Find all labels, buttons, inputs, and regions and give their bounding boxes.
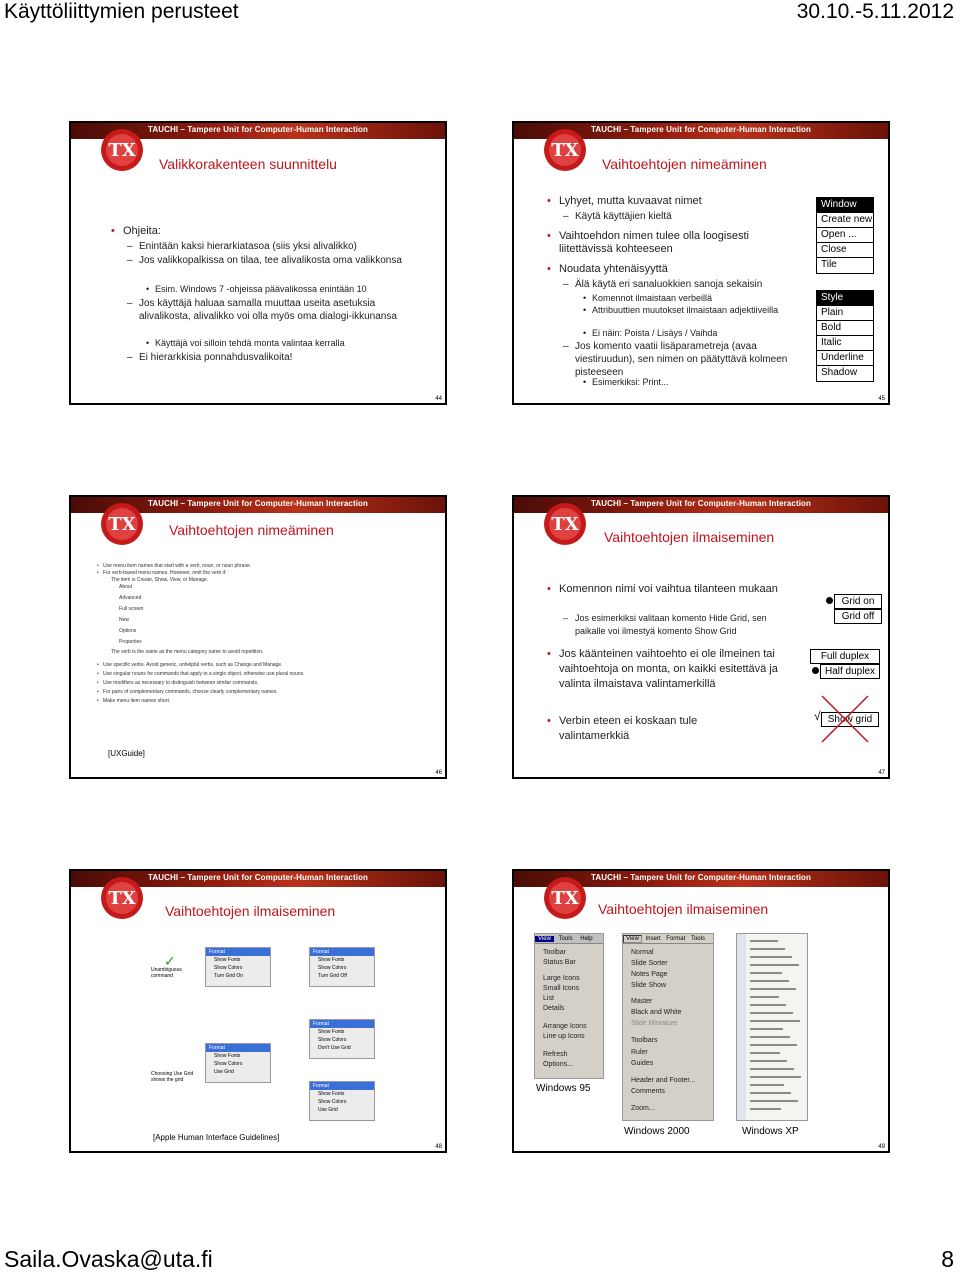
menu-item[interactable]: Black and White	[631, 1009, 682, 1016]
apple-menu-4	[205, 1043, 271, 1083]
menubar-item[interactable]: View	[623, 935, 642, 943]
tx-logo-icon	[99, 127, 145, 173]
page-header-title: Käyttöliittymien perusteet	[4, 0, 239, 23]
menubar	[623, 934, 713, 944]
menu-item-placeholder	[750, 1028, 783, 1030]
windows2000-menu-screenshot	[622, 933, 714, 1121]
svg-text:TX: TX	[108, 888, 136, 909]
menu-item-placeholder	[750, 964, 799, 966]
menubar-item[interactable]: Help	[580, 936, 593, 942]
slide-46	[69, 495, 447, 779]
menu-item[interactable]: Show Fonts	[318, 957, 345, 963]
slide-44	[69, 121, 447, 405]
svg-text:TX: TX	[108, 140, 136, 161]
slide-title: Vaihtoehtojen ilmaiseminen	[165, 903, 336, 919]
menu-item[interactable]: Show Fonts	[318, 1029, 345, 1035]
menu-item-placeholder	[750, 1036, 790, 1038]
apple-menu-5	[309, 1081, 375, 1121]
slide-title: Vaihtoehtojen ilmaiseminen	[598, 901, 769, 917]
bullet-l1: – Jos valikkopalkissa on tilaa, tee alivalikosta oma valikkonsa	[127, 255, 402, 266]
menu-item[interactable]: Line up Icons	[543, 1033, 585, 1040]
menu-header: Format	[206, 1044, 270, 1052]
menu-item[interactable]: Ruler	[631, 1049, 648, 1056]
menubar-item[interactable]: Tools	[690, 936, 705, 942]
menu-header[interactable]: Window	[817, 198, 873, 213]
menu-header: Format	[310, 1020, 374, 1028]
windowsxp-label: Windows XP	[742, 1126, 799, 1137]
menu-item[interactable]: Options...	[543, 1061, 573, 1068]
menu-item-placeholder	[750, 956, 792, 958]
apple-menu-2	[309, 947, 375, 987]
tx-logo-icon	[542, 875, 588, 921]
menu-item[interactable]: Status Bar	[543, 959, 576, 966]
guide-sub: New	[119, 617, 130, 623]
bullet-l2: • Attribuuttien muutokset ilmaistaan adjektiiveilla	[583, 305, 779, 315]
menu-item[interactable]: Underline	[817, 351, 873, 366]
uxguide-excerpt	[97, 563, 437, 705]
slide-48	[69, 869, 447, 1153]
menu-item-placeholder	[750, 972, 782, 974]
menubar-item[interactable]: Tools	[558, 936, 573, 942]
banner-text: TAUCHI – Tampere Unit for Computer-Human Interaction	[590, 499, 812, 508]
menu-item[interactable]: Zoom...	[631, 1105, 655, 1112]
guide-sub: The item is Create, Show, View, or Manage.	[111, 577, 209, 583]
banner-text: TAUCHI – Tampere Unit for Computer-Human Interaction	[590, 125, 812, 134]
bullet-l0: • Lyhyet, mutta kuvaavat nimet	[547, 195, 702, 207]
bullet-l0: • Noudata yhtenäisyyttä	[547, 263, 668, 275]
bullet-l0: • Jos käänteinen vaihtoehto ei ole ilmeinen tai vaihtoehtoja on monta, on kaikki esitettävä ja valinta ilmaistava valintamerkillä	[547, 648, 778, 690]
menu-item[interactable]: Show Colors	[318, 1099, 347, 1105]
menu-item[interactable]: Italic	[817, 336, 873, 351]
menu-item[interactable]: Small Icons	[543, 985, 580, 992]
grid-on-option[interactable]: Grid on	[834, 594, 882, 609]
banner-text: TAUCHI – Tampere Unit for Computer-Human Interaction	[147, 125, 369, 134]
windows95-label: Windows 95	[536, 1083, 591, 1094]
slide-number: 47	[878, 770, 885, 776]
menu-item[interactable]: Close	[817, 243, 873, 258]
menu-item-placeholder	[750, 1060, 787, 1062]
menu-item[interactable]: Show Colors	[318, 965, 347, 971]
show-grid-option[interactable]: Show grid	[821, 712, 879, 727]
bullet-l2: • Komennot ilmaistaan verbeillä	[583, 293, 713, 303]
left-label: Unambiguous command	[151, 967, 182, 979]
menu-item-placeholder	[750, 940, 778, 942]
bullet-l1: – Jos käyttäjä haluaa samalla muuttaa useita asetuksia alivalikosta, alivalikko voi olla myös oma dialogi-ikkunansa	[127, 298, 397, 322]
menu-item[interactable]: Show Colors	[214, 965, 243, 971]
page-footer-email: Saila.Ovaska@uta.fi	[4, 1246, 213, 1272]
guide-sub: Full screen	[119, 606, 144, 612]
menu-item[interactable]: Tile	[821, 259, 837, 270]
menu-item[interactable]: Toolbars	[631, 1037, 658, 1044]
menu-item-placeholder	[750, 1044, 797, 1046]
menu-item[interactable]: Turn Grid Off	[318, 973, 347, 979]
guide-line: • For pairs of complementary commands, choose clearly complementary names.	[97, 689, 278, 695]
guide-sub: About	[119, 584, 133, 590]
menu-item[interactable]: Show Fonts	[214, 957, 241, 963]
svg-text:TX: TX	[551, 888, 579, 909]
menu-item[interactable]: Details	[543, 1005, 565, 1012]
windows95-menu-screenshot	[534, 933, 604, 1079]
bullet-l0: • Vaihtoehdon nimen tulee olla loogisesti liitettävissä kohteeseen	[547, 230, 749, 255]
menu-item[interactable]: Show Fonts	[318, 1091, 345, 1097]
left-label: Choosing Use Grid shows the grid	[151, 1071, 194, 1083]
windowsxp-menu-screenshot	[736, 933, 808, 1121]
tx-logo-icon	[542, 127, 588, 173]
menu-item[interactable]: Comments	[631, 1088, 665, 1095]
menu-item[interactable]: Use Grid	[214, 1069, 234, 1075]
menu-header: Format	[206, 948, 270, 956]
slide-number: 46	[435, 770, 442, 776]
half-duplex-option[interactable]: Half duplex	[820, 664, 880, 679]
guide-line: • Use singular nouns for commands that apply to a single object, otherwise use plural nouns.	[97, 671, 305, 677]
guide-sub: Options	[119, 628, 137, 634]
windows2000-label: Windows 2000	[624, 1126, 690, 1137]
menu-item-placeholder	[750, 1076, 801, 1078]
menu-item[interactable]: Shadow	[821, 367, 858, 378]
guide-sub: The verb is the same as the menu category name to avoid repetition.	[111, 649, 264, 655]
slide-title: Vaihtoehtojen nimeäminen	[602, 156, 767, 172]
bullet-l1: – Jos komento vaatii lisäparametreja (avaa viestiruudun), sen nimen on päätyttävä kolmeen pisteeseen	[563, 341, 788, 378]
menu-item-placeholder	[750, 980, 789, 982]
menu-item[interactable]: Toolbar	[543, 949, 566, 956]
menu-header[interactable]: Style	[817, 291, 873, 306]
bullet-l0: • Verbin eteen ei koskaan tule valintamerkkiä	[547, 715, 698, 742]
menu-item-placeholder	[750, 1004, 786, 1006]
menu-item[interactable]: Slide Miniature	[631, 1020, 678, 1027]
menu-item-placeholder	[750, 1020, 800, 1022]
menu-header: Format	[310, 948, 374, 956]
bullet-l1: – Jos esimerkiksi valitaan komento Hide Grid, sen paikalle voi ilmestyä komento Show Grid	[563, 613, 767, 636]
menubar-item[interactable]: Insert	[645, 936, 661, 942]
banner-text: TAUCHI – Tampere Unit for Computer-Human Interaction	[147, 873, 369, 882]
apple-menu-3	[309, 1019, 375, 1059]
slide-number: 45	[878, 396, 885, 402]
checkmark-icon: ✓	[164, 953, 176, 969]
guide-line: • Use specific verbs. Avoid generic, unhelpful verbs, such as Change and Manage.	[97, 662, 283, 668]
slide-number: 44	[435, 396, 442, 402]
menu-item[interactable]: Slide Sorter	[631, 960, 668, 967]
bullet-l2: • Käyttäjä voi silloin tehdä monta valintaa kerralla	[146, 338, 345, 348]
menu-item[interactable]: Don't Use Grid	[318, 1045, 351, 1051]
citation: [Apple Human Interface Guidelines]	[153, 1133, 280, 1142]
menu-item[interactable]: Arrange Icons	[543, 1023, 587, 1030]
guide-line: • For verb-based menu names. However, omit the verb if:	[97, 570, 227, 576]
menu-item[interactable]: Show Fonts	[214, 1053, 241, 1059]
menu-item-placeholder	[750, 1084, 784, 1086]
bullet-l2: • Esim. Windows 7 -ohjeissa päävalikossa enintään 10	[146, 284, 367, 294]
page-footer-page-number: 8	[941, 1246, 954, 1272]
guide-line: • Use menu item names that start with a verb, noun, or noun phrase.	[97, 563, 252, 569]
slide-45	[512, 121, 890, 405]
bullet-l2: • Ei näin: Poista / Lisäys / Vaihda	[583, 328, 718, 338]
window-menu	[816, 197, 874, 274]
guide-line: • Make menu item names short.	[97, 698, 171, 704]
tx-logo-icon	[542, 501, 588, 547]
checkmark-icon: √	[814, 709, 821, 723]
cross-out-icon	[820, 694, 870, 744]
slide-title: Valikkorakenteen suunnittelu	[159, 156, 337, 172]
bullet-l0: • Ohjeita:	[111, 225, 161, 237]
menu-item[interactable]: Plain	[817, 306, 873, 321]
page-header-date: 30.10.-5.11.2012	[796, 0, 954, 23]
menu-item[interactable]: Refresh	[543, 1051, 568, 1058]
menu-item-placeholder	[750, 1068, 794, 1070]
tx-logo-icon	[99, 875, 145, 921]
menu-item[interactable]: Open ...	[817, 228, 873, 243]
radio-selected-icon	[826, 597, 833, 604]
apple-menu-1	[205, 947, 271, 987]
slide-47	[512, 495, 890, 779]
style-menu	[816, 290, 874, 382]
menu-item[interactable]: List	[543, 995, 554, 1002]
menu-item[interactable]: Bold	[817, 321, 873, 336]
guide-line: • Use modifiers as necessary to distinguish between similar commands.	[97, 680, 259, 686]
menu-item[interactable]: Slide Show	[631, 982, 667, 989]
menu-header: Format	[310, 1082, 374, 1090]
guide-sub: Advanced	[119, 595, 142, 601]
menu-item[interactable]: Guides	[631, 1060, 654, 1067]
menu-item[interactable]: Create new	[817, 213, 873, 228]
svg-text:TX: TX	[108, 514, 136, 535]
menu-item[interactable]: Show Colors	[214, 1061, 243, 1067]
menu-item[interactable]: Large Icons	[543, 975, 580, 982]
citation: [UXGuide]	[108, 749, 145, 758]
slide-number: 49	[878, 1144, 885, 1150]
menubar-item[interactable]: View	[535, 936, 554, 942]
slide-title: Vaihtoehtojen ilmaiseminen	[604, 529, 775, 545]
bullet-l1: – Ei hierarkkisia ponnahdusvalikoita!	[127, 352, 293, 363]
radio-selected-icon	[812, 667, 819, 674]
menu-item-placeholder	[750, 1052, 780, 1054]
slide-title: Vaihtoehtojen nimeäminen	[169, 522, 334, 538]
guide-sub: Properties	[119, 639, 142, 645]
menu-item-placeholder	[750, 1100, 798, 1102]
bullet-l1: – Enintään kaksi hierarkiatasoa (siis yksi alivalikko)	[127, 241, 357, 252]
menu-item-placeholder	[750, 948, 785, 950]
menu-item[interactable]: Show Colors	[318, 1037, 347, 1043]
menu-item[interactable]: Turn Grid On	[214, 973, 243, 979]
bullet-l1: – Käytä käyttäjien kieltä	[563, 211, 672, 222]
menu-item-placeholder	[750, 996, 779, 998]
grid-off-option[interactable]: Grid off	[834, 609, 882, 624]
svg-text:TX: TX	[551, 140, 579, 161]
menubar	[535, 934, 603, 944]
icon-column	[737, 934, 746, 1120]
menu-item-placeholder	[750, 988, 796, 990]
full-duplex-option[interactable]: Full duplex	[810, 649, 880, 664]
menu-item[interactable]: Master	[631, 998, 653, 1005]
menu-item[interactable]: Normal	[631, 949, 654, 956]
bullet-l1: – Älä käytä eri sanaluokkien sanoja sekaisin	[563, 279, 763, 290]
menu-item[interactable]: Header and Footer...	[631, 1077, 696, 1084]
bullet-l2: • Esimerkiksi: Print...	[583, 377, 669, 387]
banner-text: TAUCHI – Tampere Unit for Computer-Human Interaction	[147, 499, 369, 508]
menu-item[interactable]: Use Grid	[318, 1107, 338, 1113]
menu-item-placeholder	[750, 1108, 781, 1110]
menu-item-placeholder	[750, 1012, 793, 1014]
banner-text: TAUCHI – Tampere Unit for Computer-Human Interaction	[590, 873, 812, 882]
svg-text:TX: TX	[551, 514, 579, 535]
menu-item[interactable]: Notes Page	[631, 971, 668, 978]
menu-item-placeholder	[750, 1092, 791, 1094]
bullet-l0: • Komennon nimi voi vaihtua tilanteen mukaan	[547, 583, 778, 595]
menubar-item[interactable]: Format	[666, 936, 686, 942]
slide-number: 48	[435, 1144, 442, 1150]
slide-49	[512, 869, 890, 1153]
tx-logo-icon	[99, 501, 145, 547]
